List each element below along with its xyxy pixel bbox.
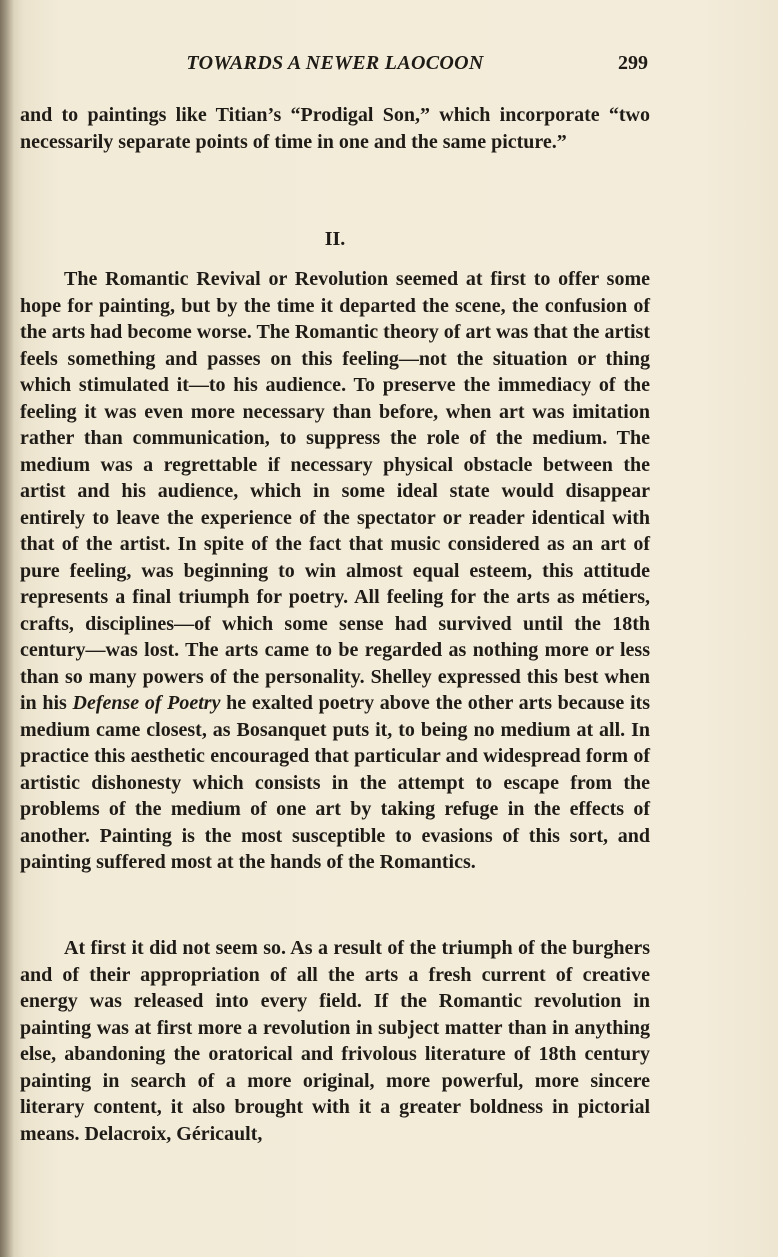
paragraph-romantic-revival: [20, 266, 650, 876]
continued-paragraph: [20, 102, 650, 155]
binding-shadow: [0, 0, 14, 1257]
section-heading: II.: [324, 228, 346, 250]
paragraph-at-first: [20, 935, 650, 1147]
running-title: TOWARDS A NEWER LAOCOON: [186, 52, 484, 74]
book-title-italic: Defense of Poetry: [72, 692, 221, 714]
paragraph-text-start: The Romantic Revival or Revolution seemed at first to offer some hope for painting, but by the time it departed the scene, the confusion of the arts had become worse. The Romantic theory of art was that the artist feels something and passes on this feeling—not the situation or thing which stimulated it—to his audience. To preserve the immediacy of the feeling it was even more necessary than before, when art was imitation rather than communication, to suppress the role of the medium. The medium was a regrettable if necessary physical obstacle between the artist and his audience, which in some ideal state would disappear entirely to leave the experience of the spectator or reader identical with that of the artist. In spite of the fact that music considered as an art of pure feeling, was beginning to win almost equal esteem, this attitude represents a final triumph for poetry. All feeling for the arts as métiers, crafts, disciplines—of which some sense had survived until the 18th century—was lost. The arts came to be regarded as nothing more or less than so many powers of the personality. Shelley expressed this best when in his: [20, 268, 650, 714]
page-header: [20, 52, 650, 82]
paragraph-body: [20, 266, 650, 876]
paragraph-text: At first it did not seem so. As a result of the triumph of the burghers and of their appropriation of all the arts a fresh current of creative energy was released into every field. If the Romantic revolution in painting was at first more a revolution in subject matter than in anything else, abandoning the oratorical and frivolous literature of 18th century painting in search of a more original, more powerful, more sincere literary content, it also brought with it a greater boldness in pictorial means. Delacroix, Géricault,: [20, 937, 650, 1145]
paragraph-text-end: he exalted poetry above the other arts because its medium came closest, as Bosanquet puts it, to being no medium at all. In practice this aesthetic encouraged that particular and widespread form of artistic dishonesty which consists in the attempt to escape from the problems of the medium of one art by taking refuge in the effects of another. Painting is the most susceptible to evasions of this sort, and painting suffered most at the hands of the Romantics.: [20, 692, 650, 873]
paragraph-text: and to paintings like Titian’s “Prodigal Son,” which incorporate “two necessarily separate points of time in one and the same picture.”: [20, 104, 650, 153]
page-number: 299: [618, 52, 648, 74]
